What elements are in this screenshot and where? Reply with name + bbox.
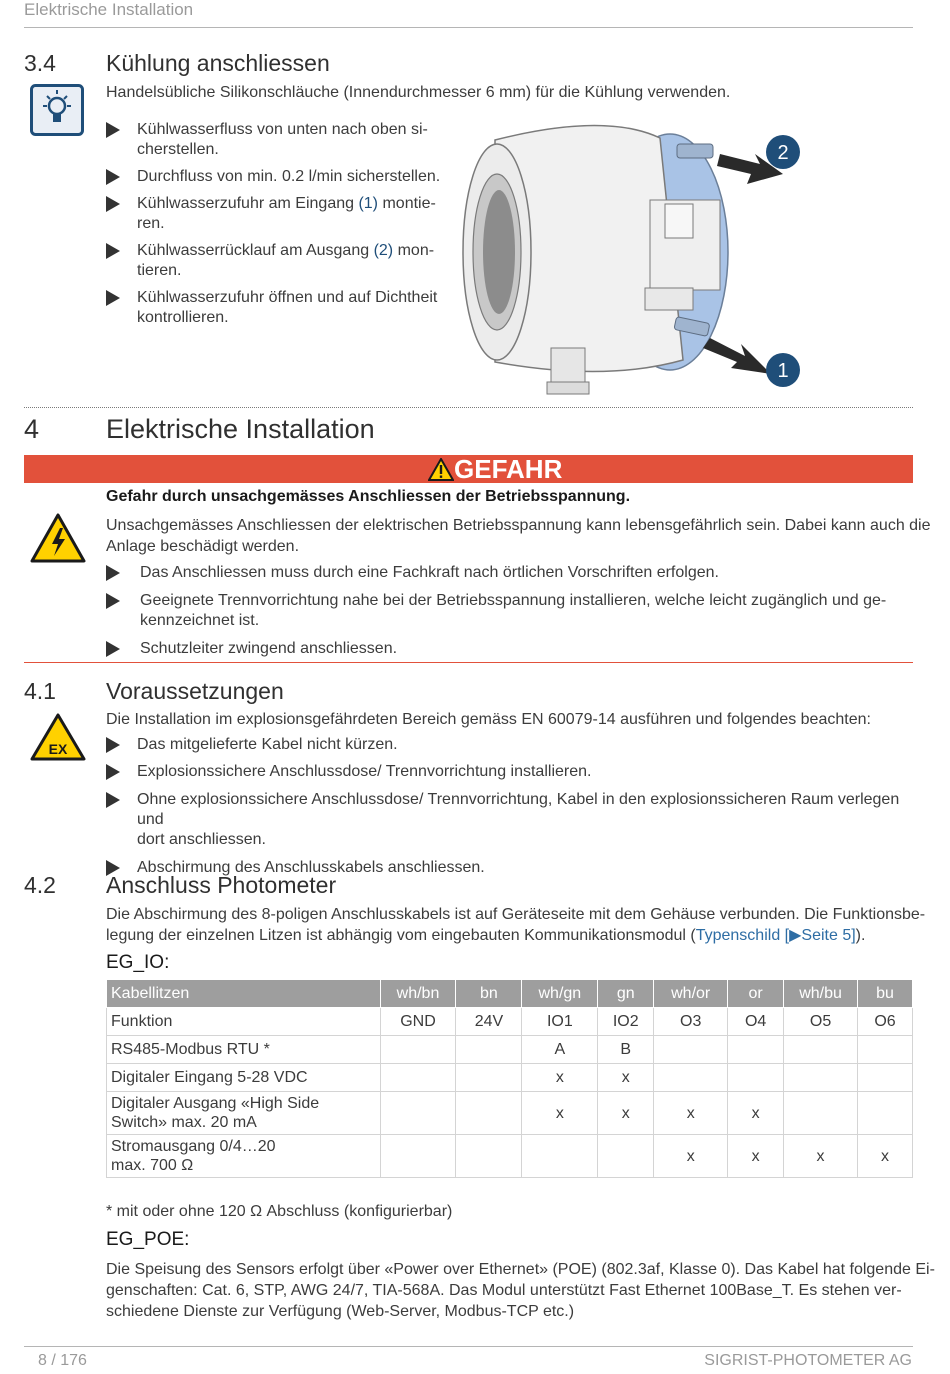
table-row — [107, 1036, 913, 1064]
row-label: RS485-Modbus RTU * — [107, 1036, 381, 1064]
warning-triangle-icon — [428, 458, 454, 481]
table-cell: x — [728, 1135, 784, 1178]
table-cell: x — [654, 1092, 728, 1135]
footer-divider — [24, 1346, 913, 1347]
callout-outlet: 2 — [777, 142, 789, 164]
column-header: or — [728, 980, 784, 1008]
table-cell — [380, 1135, 456, 1178]
table-cell — [380, 1036, 456, 1064]
column-header: Kabellitzen — [107, 980, 381, 1008]
table-cell: x — [728, 1092, 784, 1135]
ex-hazard-icon — [30, 712, 86, 762]
table-header-row — [107, 980, 913, 1008]
company-name: SIGRIST-PHOTOMETER AG — [704, 1352, 912, 1369]
table-cell: O6 — [858, 1008, 913, 1036]
wiring-table — [106, 979, 913, 1178]
table-cell — [728, 1036, 784, 1064]
s34-bullet-list — [106, 120, 456, 328]
table-footnote: * mit oder ohne 120 Ω Abschluss (konfigurierbar) — [106, 1203, 453, 1220]
table-cell — [858, 1036, 913, 1064]
table-cell: A — [522, 1036, 598, 1064]
row-label: Digitaler Eingang 5-28 VDC — [107, 1064, 381, 1092]
danger-label: GEFAHR — [454, 454, 563, 484]
table-cell: x — [598, 1092, 654, 1135]
s41-bullet: Ohne explosionssichere Anschlussdose/ Trennvorrichtung, Kabel in den explosionssicheren Raum verlegen und dort anschliessen. — [106, 790, 912, 850]
photometer-cooling-illustration — [455, 112, 815, 402]
danger-text: Unsachgemässes Anschliessen der elektrischen Betriebsspannung kann lebensgefährlich sein. Dabei kann auch die Anlage beschädigt werden. — [106, 517, 931, 555]
table-cell — [728, 1064, 784, 1092]
electrical-hazard-icon — [30, 512, 86, 564]
row-label: Digitaler Ausgang «High Side Switch» max. 20 mA — [107, 1092, 381, 1135]
table-row — [107, 1135, 913, 1178]
s41-intro: Die Installation im explosionsgefährdeten Bereich gemäss EN 60079-14 ausführen und folgendes beachten: — [106, 711, 871, 728]
table-cell — [456, 1036, 522, 1064]
s34-bullet: Durchfluss von min. 0.2 l/min sicherstellen. — [106, 167, 456, 187]
s34-bullet: Kühlwasserzufuhr öffnen und auf Dichtheit kontrollieren. — [106, 288, 456, 328]
danger-bullet: Geeignete Trennvorrichtung nahe bei der Betriebsspannung installieren, welche leicht zugänglich und ge- kennzeichnet ist. — [106, 591, 912, 631]
s41-bullet: Das mitgelieferte Kabel nicht kürzen. — [106, 735, 912, 755]
s34-bullet: Kühlwasserfluss von unten nach oben si- cherstellen. — [106, 120, 456, 160]
table-cell — [456, 1092, 522, 1135]
section-number-3-4: 3.4 — [24, 50, 56, 76]
column-header: bn — [456, 980, 522, 1008]
table-row — [107, 1008, 913, 1036]
table-cell: x — [522, 1092, 598, 1135]
column-header: wh/gn — [522, 980, 598, 1008]
section-divider — [24, 407, 913, 408]
s34-intro: Handelsübliche Silikonschläuche (Innendurchmesser 6 mm) für die Kühlung verwenden. — [106, 84, 731, 101]
table-cell: x — [858, 1135, 913, 1178]
ref-outlet: (2) — [373, 242, 394, 259]
table-cell: x — [784, 1135, 858, 1178]
table-cell — [380, 1064, 456, 1092]
ex-label: EX — [48, 741, 68, 757]
tip-lightbulb-icon — [30, 84, 84, 136]
table-cell — [858, 1064, 913, 1092]
table-cell: x — [654, 1135, 728, 1178]
table-row — [107, 1064, 913, 1092]
table-cell — [654, 1064, 728, 1092]
danger-banner — [24, 455, 913, 483]
table-cell: O3 — [654, 1008, 728, 1036]
table-cell — [380, 1092, 456, 1135]
danger-heading: Gefahr durch unsachgemässes Anschliessen der Betriebsspannung. — [106, 488, 631, 505]
table-cell: x — [598, 1064, 654, 1092]
table-cell — [784, 1036, 858, 1064]
table-cell: x — [522, 1064, 598, 1092]
s41-bullet: Abschirmung des Anschlusskabels anschliessen. — [106, 858, 912, 878]
row-label: Stromausgang 0/4…20 max. 700 Ω — [107, 1135, 381, 1178]
column-header: wh/or — [654, 980, 728, 1008]
table-cell: O4 — [728, 1008, 784, 1036]
danger-bullet: Das Anschliessen muss durch eine Fachkraft nach örtlichen Vorschriften erfolgen. — [106, 563, 912, 583]
table-row — [107, 1092, 913, 1135]
chapter-number-4: 4 — [24, 414, 40, 444]
table-cell — [654, 1036, 728, 1064]
column-header: wh/bn — [380, 980, 456, 1008]
callout-inlet: 1 — [777, 360, 789, 382]
table-cell — [456, 1135, 522, 1178]
section-number-4-2: 4.2 — [24, 872, 56, 898]
typenschild-link[interactable]: Typenschild [▶Seite 5] — [695, 927, 856, 944]
s41-bullet: Explosionssichere Anschlussdose/ Trennvorrichtung installieren. — [106, 762, 912, 782]
column-header: wh/bu — [784, 980, 858, 1008]
s41-bullet-list — [106, 735, 912, 878]
column-header: gn — [598, 980, 654, 1008]
row-label: Funktion — [107, 1008, 381, 1036]
table-cell — [784, 1092, 858, 1135]
column-header: bu — [858, 980, 913, 1008]
eg-io-label: EG_IO: — [106, 952, 170, 973]
section-number-4-1: 4.1 — [24, 678, 56, 704]
table-cell — [456, 1064, 522, 1092]
table-cell: O5 — [784, 1008, 858, 1036]
section-title-anschluss: Anschluss Photometer — [106, 872, 337, 898]
table-cell — [858, 1092, 913, 1135]
page-number: 8 / 176 — [38, 1352, 87, 1369]
s34-bullet: Kühlwasserrücklauf am Ausgang (2) mon- tieren. — [106, 241, 456, 281]
table-cell: GND — [380, 1008, 456, 1036]
table-cell: B — [598, 1036, 654, 1064]
danger-bottom-rule — [24, 662, 913, 663]
section-title-voraussetzungen: Voraussetzungen — [106, 678, 284, 704]
running-header-title: Elektrische Installation — [24, 0, 194, 19]
table-cell: 24V — [456, 1008, 522, 1036]
ref-inlet: (1) — [358, 195, 379, 212]
eg-poe-label: EG_POE: — [106, 1229, 190, 1250]
danger-bullet: Schutzleiter zwingend anschliessen. — [106, 639, 912, 659]
table-cell: IO1 — [522, 1008, 598, 1036]
poe-description: Die Speisung des Sensors erfolgt über «Power over Ethernet» (POE) (802.3af, Klasse 0). Das Kabel hat folgende Ei- genschaften: Cat. 6, STP, AWG 24/7, TIA-568A. Das Modul unterstützt Fast Ethernet 100Base_T. Es stehen ver- schiedene Dienste zur Verfügung (Web-Server, Modbus-TCP etc.) — [106, 1261, 935, 1320]
danger-bullet-list — [106, 563, 912, 659]
table-cell — [522, 1135, 598, 1178]
table-cell — [784, 1064, 858, 1092]
section-title-kuehlung: Kühlung anschliessen — [106, 50, 330, 76]
s42-intro: Die Abschirmung des 8-poligen Anschlusskabels ist auf Geräteseite mit dem Gehäuse verbunden. Die Funktionsbe- legung der einzelnen Litzen ist abhängig vom eingebauten Kommunikationsmodul (Typenschild [▶Seite 5]). — [106, 906, 926, 944]
table-cell — [598, 1135, 654, 1178]
s34-bullet: Kühlwasserzufuhr am Eingang (1) montie- ren. — [106, 194, 456, 234]
table-cell: IO2 — [598, 1008, 654, 1036]
chapter-title: Elektrische Installation — [106, 414, 375, 444]
header-divider — [24, 27, 913, 28]
